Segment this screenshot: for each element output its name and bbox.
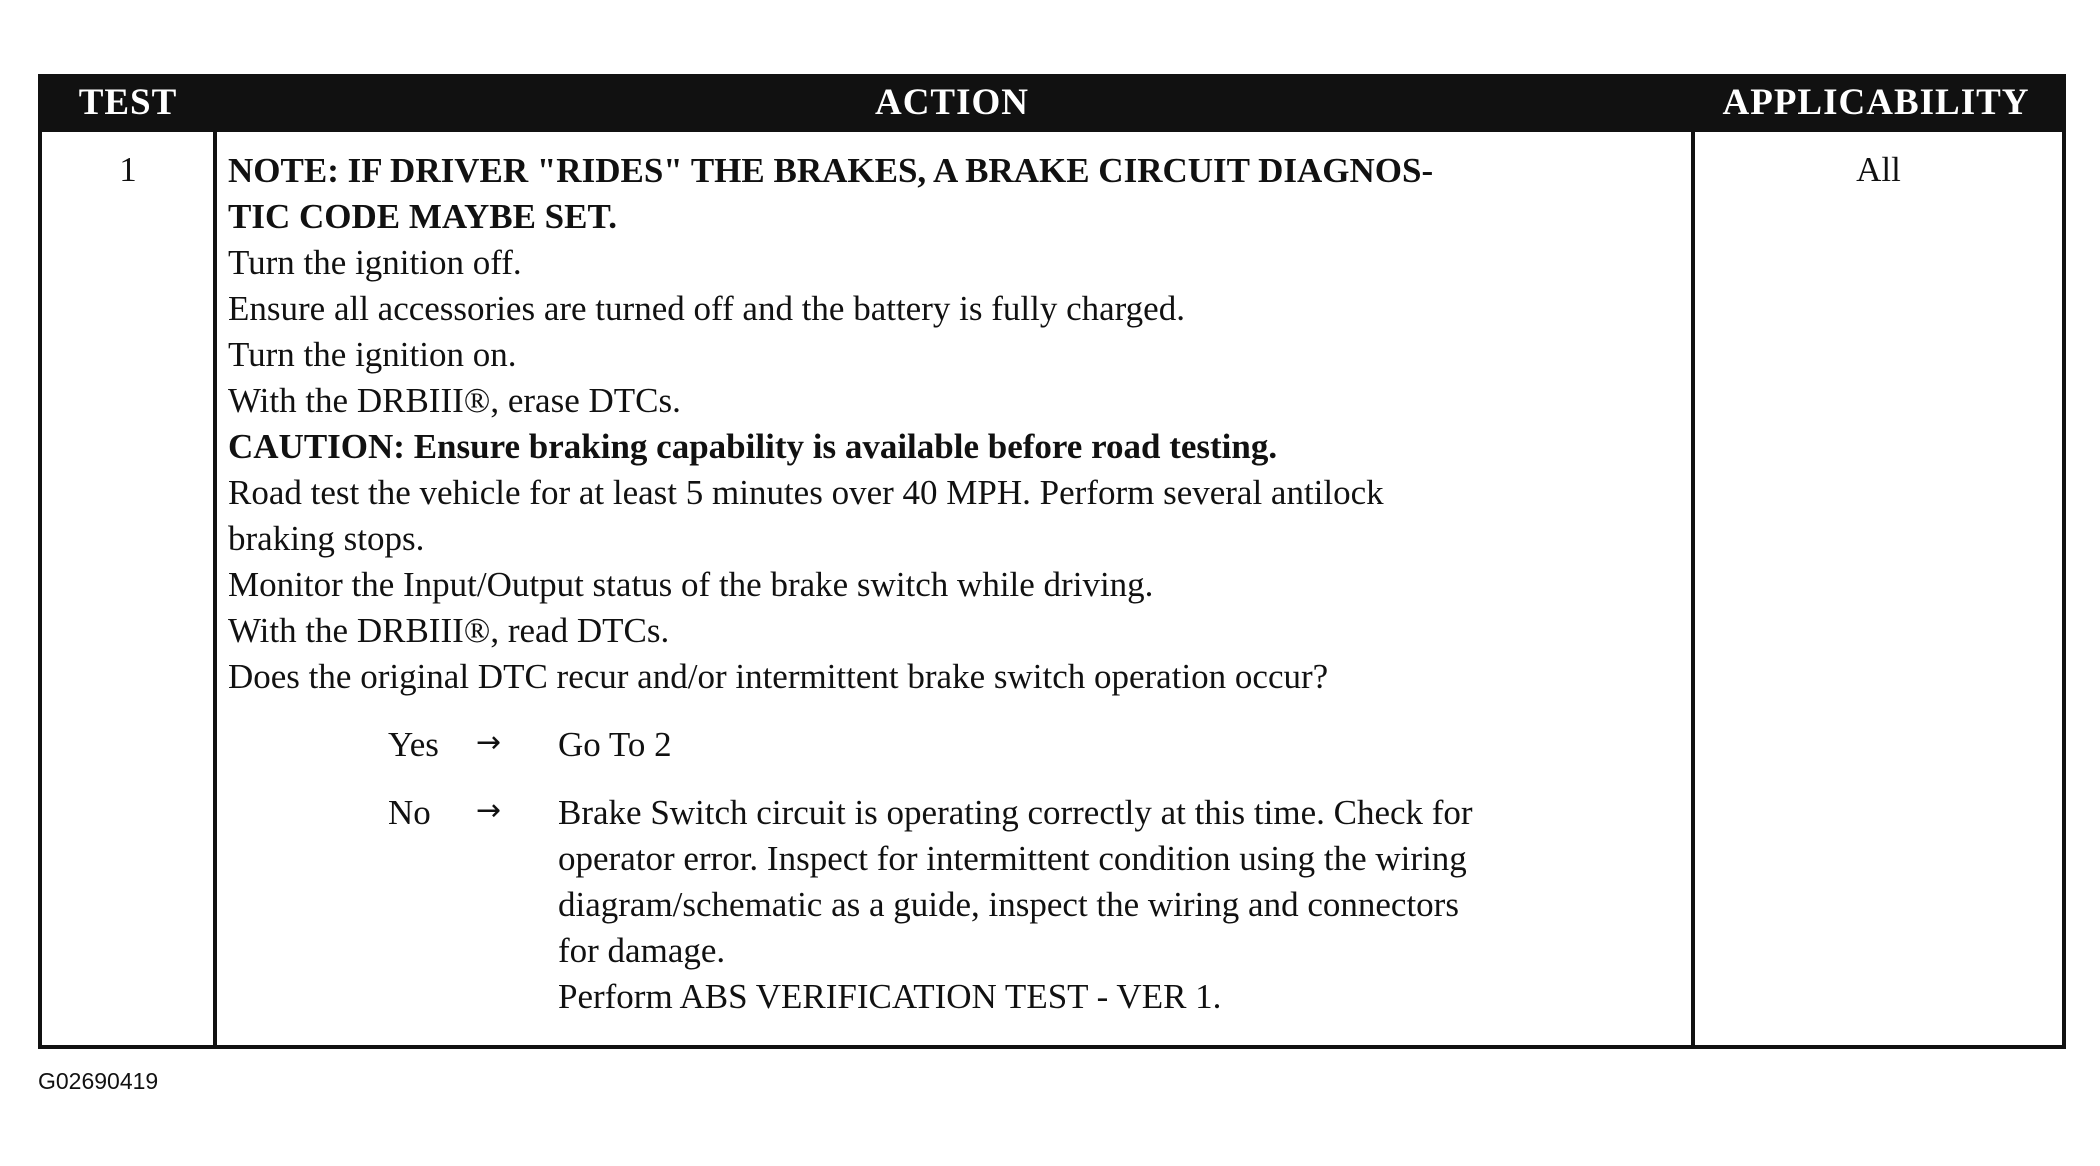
action-step-line: With the DRBIII®, erase DTCs. (228, 381, 681, 420)
header-action: ACTION (874, 82, 1030, 123)
action-step-line: Monitor the Input/Output status of the brake switch while driving. (228, 565, 1154, 604)
diagnostic-test-table (38, 74, 2066, 1049)
branch-text (558, 722, 1698, 768)
action-step-line: Turn the ignition off. (228, 243, 522, 282)
right-arrow-icon: → (476, 725, 502, 760)
action-cell (228, 148, 1698, 1020)
branch-no (228, 790, 1698, 1020)
test-number: 1 (119, 150, 137, 189)
branch-text-line: Go To 2 (558, 725, 672, 764)
branch-yes (228, 722, 1698, 768)
header-test: TEST (78, 82, 178, 123)
action-step-line: braking stops. (228, 519, 425, 558)
action-note-line: NOTE: IF DRIVER "RIDES" THE BRAKES, A BRAKE CIRCUIT DIAGNOS- (228, 151, 1434, 190)
branch-text (558, 790, 1698, 1020)
column-divider-test-action (213, 132, 217, 1045)
branch-text-line: Perform ABS VERIFICATION TEST - VER 1. (558, 977, 1222, 1016)
applicability-value: All (1856, 150, 1901, 189)
branch-text-line: diagram/schematic as a guide, inspect the wiring and connectors (558, 885, 1459, 924)
branch-text-line: for damage. (558, 931, 726, 970)
action-step-line: With the DRBIII®, read DTCs. (228, 611, 670, 650)
right-arrow-icon: → (476, 793, 502, 828)
action-note-line: CAUTION: Ensure braking capability is available before road testing. (228, 427, 1278, 466)
branch-label: No (388, 793, 431, 832)
figure-code: G02690419 (38, 1068, 159, 1094)
branch-text-line: Brake Switch circuit is operating correctly at this time. Check for (558, 793, 1473, 832)
branch-text-line: operator error. Inspect for intermittent condition using the wiring (558, 839, 1467, 878)
action-step-line: Turn the ignition on. (228, 335, 517, 374)
header-applicability: APPLICABILITY (1722, 82, 2030, 123)
action-step-line: Road test the vehicle for at least 5 minutes over 40 MPH. Perform several antilock (228, 473, 1384, 512)
branch-label: Yes (388, 725, 439, 764)
action-step-line: Ensure all accessories are turned off and the battery is fully charged. (228, 289, 1185, 328)
action-step-line: Does the original DTC recur and/or intermittent brake switch operation occur? (228, 657, 1329, 696)
action-note-line: TIC CODE MAYBE SET. (228, 197, 617, 236)
table-header-row (42, 78, 2062, 132)
